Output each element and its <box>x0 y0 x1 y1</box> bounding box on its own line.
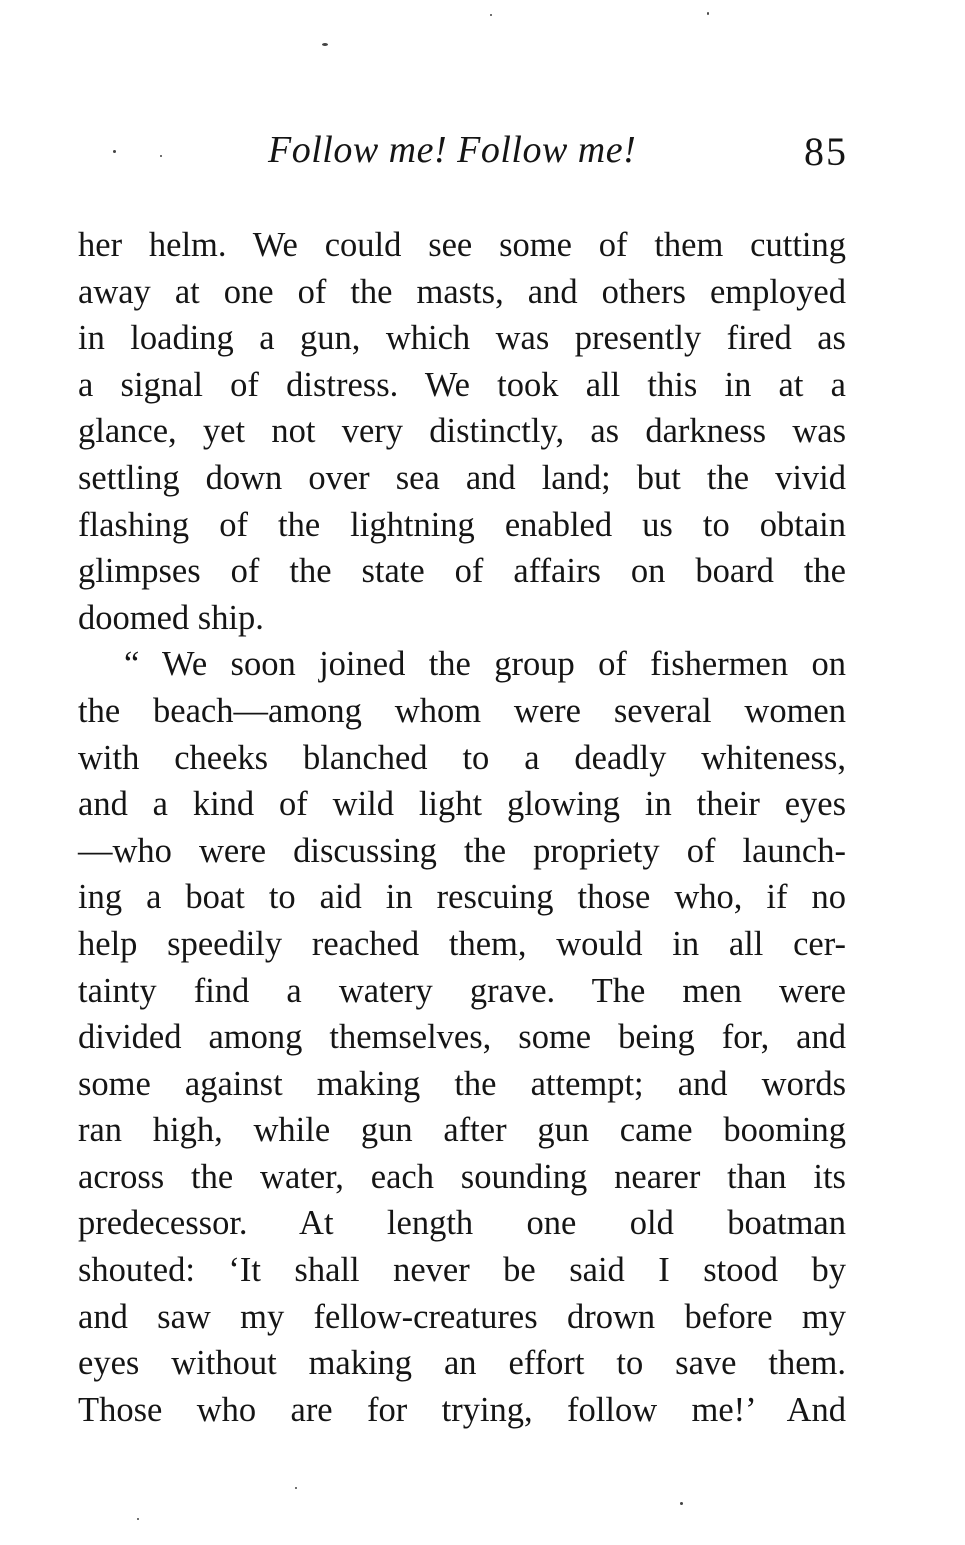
text-line: glimpses of the state of affairs on board the <box>78 552 846 591</box>
text-line: and saw my fellow-creatures drown before my <box>78 1297 846 1336</box>
text-line: tainty find a watery grave. The men were <box>78 971 846 1010</box>
body-text <box>78 222 846 1433</box>
paper-speck <box>295 1487 297 1489</box>
text-line: and a kind of wild light glowing in their eyes <box>78 785 846 824</box>
paper-speck <box>160 155 162 157</box>
text-line: “ We soon joined the group of fishermen on <box>124 645 846 684</box>
text-line: the beach—among whom were several women <box>78 691 846 730</box>
text-line: Those who are for trying, follow me!’ And <box>78 1390 846 1429</box>
paper-speck <box>322 43 328 46</box>
text-line: ran high, while gun after gun came booming <box>78 1111 846 1150</box>
text-line: predecessor. At length one old boatman <box>78 1204 846 1243</box>
paper-speck <box>137 1518 139 1520</box>
text-line: doomed ship. <box>78 598 264 637</box>
text-line: settling down over sea and land; but the vivid <box>78 458 846 497</box>
text-line: with cheeks blanched to a deadly whiteness, <box>78 738 846 777</box>
text-line: shouted: ‘It shall never be said I stood by <box>78 1251 846 1290</box>
text-line: eyes without making an effort to save them. <box>78 1344 846 1383</box>
paper-speck <box>490 14 492 16</box>
paper-speck <box>680 1502 683 1505</box>
running-title: Follow me! Follow me! <box>268 129 637 171</box>
text-line: away at one of the masts, and others employed <box>78 272 846 311</box>
text-line: some against making the attempt; and words <box>78 1064 846 1103</box>
text-line: across the water, each sounding nearer than its <box>78 1157 846 1196</box>
text-line: her helm. We could see some of them cutting <box>78 226 846 264</box>
text-line: in loading a gun, which was presently fired as <box>78 319 846 358</box>
text-line: ing a boat to aid in rescuing those who, if no <box>78 878 846 917</box>
page-header <box>80 128 850 180</box>
text-line: a signal of distress. We took all this in at a <box>78 365 846 404</box>
paper-speck <box>113 150 116 153</box>
text-line: glance, yet not very distinctly, as darkness was <box>78 412 846 451</box>
paper-speck <box>707 12 709 15</box>
page-number: 85 <box>804 129 848 174</box>
text-line: help speedily reached them, would in all cer- <box>78 924 846 963</box>
text-line: divided among themselves, some being for, and <box>78 1018 846 1057</box>
text-line: flashing of the lightning enabled us to obtain <box>78 505 846 544</box>
text-line: —who were discussing the propriety of launch- <box>78 831 846 870</box>
